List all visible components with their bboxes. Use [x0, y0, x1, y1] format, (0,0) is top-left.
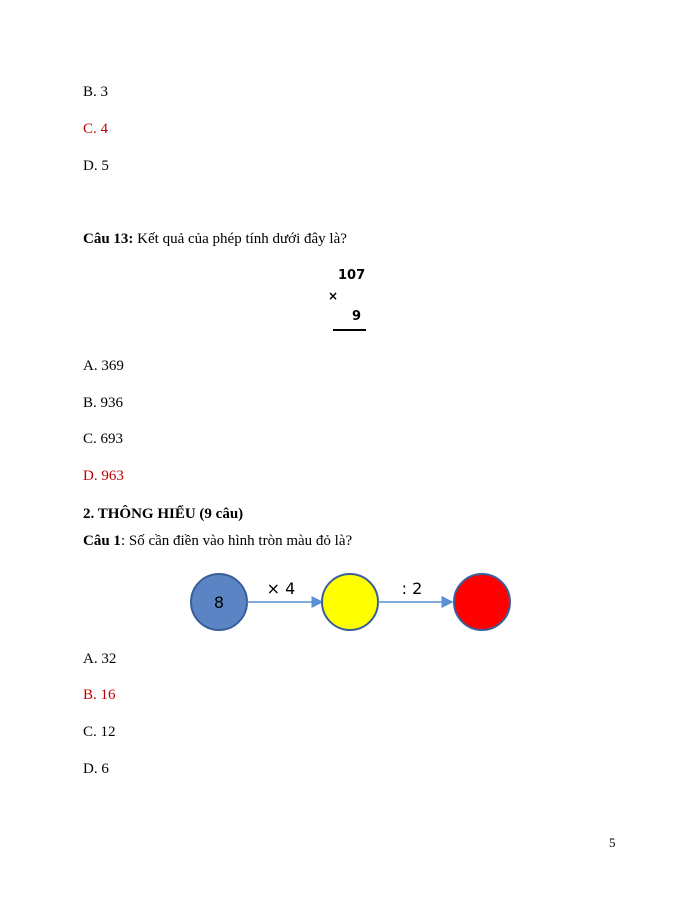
operation-2: : 2	[401, 579, 423, 598]
question-13-label: Câu 13:	[83, 231, 134, 247]
option-d-prev: D. 5	[83, 158, 109, 174]
circle-chain-diagram	[180, 565, 520, 640]
question-1-text: : Số cần điền vào hình tròn màu đỏ là?	[120, 533, 353, 549]
multiplier: 9	[352, 309, 362, 324]
q1-option-b-correct: B. 16	[83, 687, 116, 703]
section-title: 2. THÔNG HIỂU (9 câu)	[83, 506, 244, 522]
question-13-text: Kết quả của phép tính dưới đây là?	[133, 231, 347, 247]
red-circle	[454, 574, 510, 630]
question-1-label: Câu 1	[83, 533, 121, 549]
multiplication-bar	[333, 329, 366, 331]
option-b-prev: B. 3	[83, 84, 109, 100]
start-value: 8	[213, 593, 225, 612]
multiplicand: 107	[338, 268, 366, 283]
question-1	[83, 532, 352, 550]
q13-option-c: C. 693	[83, 431, 124, 447]
yellow-circle	[322, 574, 378, 630]
q13-option-d-correct: D. 963	[83, 468, 124, 484]
multiply-operator: ×	[328, 289, 339, 303]
operation-1: × 4	[266, 579, 296, 598]
q1-option-a: A. 32	[83, 651, 117, 667]
q13-option-a: A. 369	[83, 358, 124, 374]
option-c-prev-correct: C. 4	[83, 121, 109, 137]
question-13	[83, 230, 347, 248]
q13-option-b: B. 936	[83, 395, 124, 411]
page-number: 5	[609, 835, 616, 850]
q1-option-d: D. 6	[83, 761, 109, 777]
q1-option-c: C. 12	[83, 724, 116, 740]
